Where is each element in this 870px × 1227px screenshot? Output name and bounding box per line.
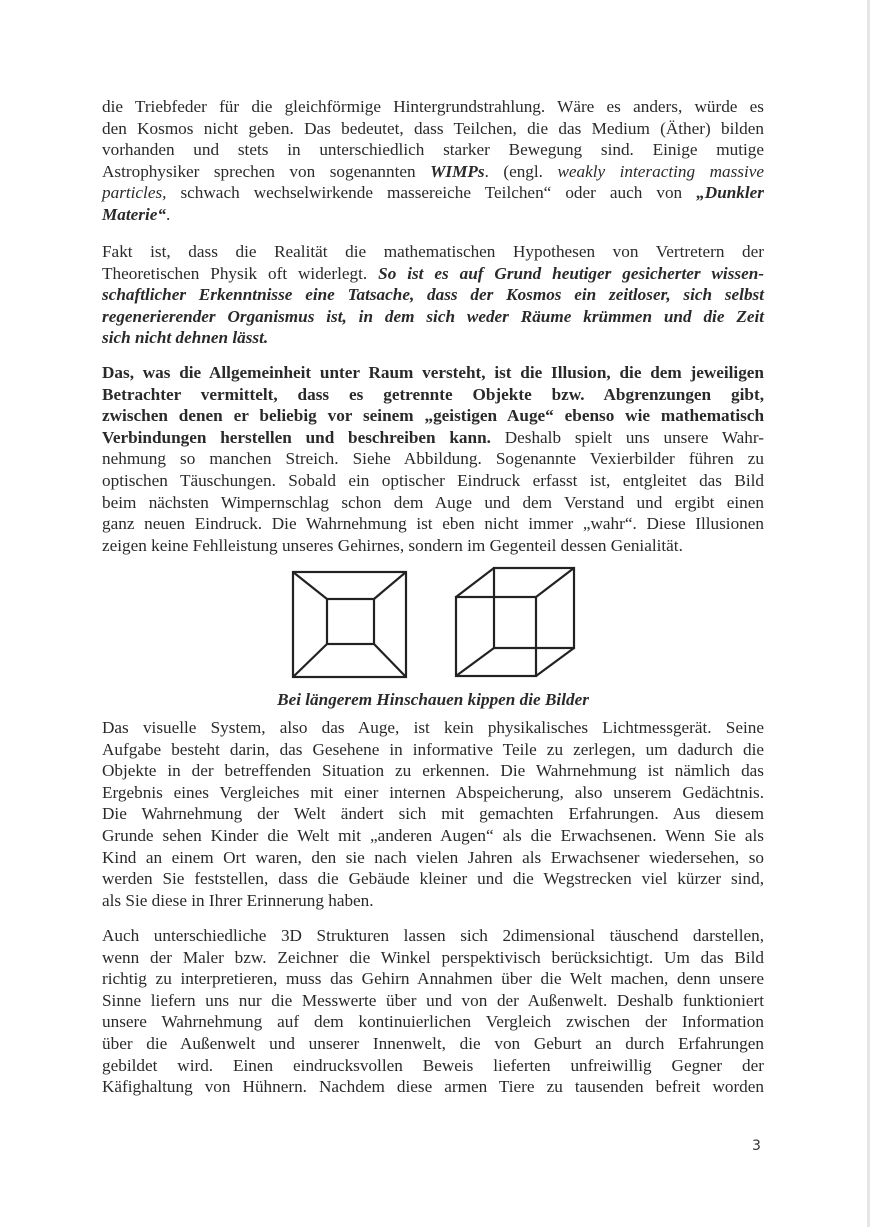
text-run: Die Wahrnehmung der Welt ändert sich mit gemachten Erfahrungen. Aus diesem — [102, 804, 764, 824]
emphasized-text: particles, — [102, 183, 167, 203]
text-line — [102, 825, 764, 847]
text-run: die Triebfeder für die gleichförmige Hintergrundstrahlung. Wäre es anders, würde es — [102, 97, 764, 116]
emphasized-text: Materie“ — [102, 204, 166, 224]
emphasized-text: zwischen denen er beliebig vor seinem „geistigen Auge“ ebenso wie mathematisch — [102, 406, 764, 426]
tunnel-edge-br — [374, 644, 406, 677]
text-run: ganz neuen Eindruck. Die Wahrnehmung ist eben nicht immer „wahr“. Diese Illusionen — [102, 514, 764, 534]
cube-back-face — [494, 568, 574, 648]
text-run: Theoretischen Physik oft widerlegt. — [102, 263, 379, 283]
emphasized-text: weakly interacting massive — [557, 161, 764, 181]
text-run: werden Sie feststellen, dass die Gebäude kleiner und die Wegstrecken viel kürzer sind, — [102, 869, 764, 889]
text-run: Das visuelle System, also das Auge, ist kein physikalisches Lichtmessgerät. Seine — [102, 718, 764, 737]
text-run: vorhanden und stets in unterschiedlich starker Bewegung sind. Einige mutige — [102, 140, 764, 160]
text-line — [102, 968, 764, 990]
text-run: wenn der Maler bzw. Zeichner die Winkel perspektivisch berücksichtigt. Um das Bild — [102, 947, 764, 967]
text-line — [102, 1033, 764, 1055]
text-run: optischen Täuschungen. Sobald ein optischer Eindruck erfasst ist, entgleitet das Bild — [102, 470, 764, 490]
text-run: Auch unterschiedliche 3D Strukturen lassen sich 2dimensional täuschend darstellen, — [102, 926, 764, 945]
emphasized-text: Betrachter vermittelt, dass es getrennte Objekte bzw. Abgrenzungen gibt, — [102, 384, 764, 404]
text-line — [102, 990, 764, 1012]
text-run: beim nächsten Wimpernschlag schon dem Auge und dem Verstand und ergibt einen — [102, 492, 764, 512]
cube-edge-bl — [456, 648, 494, 676]
text-run: Fakt ist, dass die Realität die mathematischen Hypothesen von Vertretern der — [102, 242, 764, 261]
text-run: Kind an einem Ort waren, den sie nach vielen Jahren als Erwachsener wiedersehen, so — [102, 847, 764, 867]
text-run: Sinne liefern uns nur die Messwerte über und von der Außenwelt. Deshalb funktioniert — [102, 990, 764, 1010]
text-run: . — [165, 204, 171, 224]
emphasized-text: schaftlicher Erkenntnisse eine Tatsache, dass der Kosmos ein zeitloser, sich selbst — [102, 285, 764, 305]
text-run: Ergebnis eines Vergleiches mit einer internen Abspeicherung, also unserem Gedächtnis. — [102, 782, 764, 802]
emphasized-text: So ist es auf Grund heutiger gesicherter wissen- — [378, 263, 765, 283]
text-line — [102, 947, 764, 969]
square-tunnel-illusion — [293, 572, 406, 677]
tunnel-edge-tl — [293, 572, 327, 599]
emphasized-text: sich nicht dehnen lässt. — [102, 328, 269, 348]
text-run: Grunde sehen Kinder die Welt mit „anderen Augen“ als die Erwachsenen. Wenn Sie als — [102, 825, 764, 845]
emphasized-text: WIMPs — [430, 161, 485, 181]
text-run: als Sie diese in Ihrer Erinnerung haben. — [102, 890, 374, 910]
text-line — [102, 782, 764, 804]
text-run: gebildet wird. Einen eindrucksvollen Beweis lieferten unfreiwillig Gegner der — [102, 1055, 764, 1075]
text-run: schwach wechselwirkende massereiche Teilchen“ oder auch von — [166, 183, 697, 203]
text-run: Astrophysiker sprechen von sogenannten — [102, 161, 431, 181]
cube-edge-tl — [456, 568, 494, 597]
page-number: 3 — [752, 1138, 761, 1154]
emphasized-text: „Dunkler — [696, 183, 764, 203]
text-run: den Kosmos nicht geben. Das bedeutet, dass Teilchen, die das Medium (Äther) bilden — [102, 118, 764, 138]
text-line — [102, 1076, 764, 1098]
text-line — [102, 803, 764, 825]
text-run: richtig zu interpretieren, muss das Gehirn Annahmen über die Welt machen, denn unsere — [102, 969, 764, 989]
text-line — [102, 868, 764, 890]
figure-caption: Bei längerem Hinschauen kippen die Bilder — [277, 690, 589, 709]
text-line — [102, 760, 764, 782]
emphasized-text: Verbindungen herstellen und beschreiben kann. — [102, 427, 491, 447]
text-run: Objekte in der betreffenden Situation zu erkennen. Die Wahrnehmung ist nämlich das — [102, 761, 764, 781]
text-line — [102, 890, 764, 912]
text-line — [102, 739, 764, 761]
paragraph-3d-structures — [102, 925, 764, 1098]
necker-cube-illusion — [456, 568, 574, 676]
emphasized-text: regenerierender Organismus ist, in dem sich weder Räume krümmen und die Zeit — [102, 306, 764, 326]
text-line — [102, 925, 764, 947]
text-line — [102, 847, 764, 869]
text-line — [102, 1011, 764, 1033]
cube-edge-br — [536, 648, 574, 676]
text-run: zeigen keine Fehlleistung unseres Gehirnes, sondern im Gegenteil dessen Genialität. — [102, 535, 683, 555]
text-run: über die Außenwelt und unserer Innenwelt, die von Geburt an durch Erfahrungen — [102, 1033, 764, 1053]
emphasized-text: Das, was die Allgemeinheit unter Raum versteht, ist die Illusion, die dem jeweiligen — [102, 363, 764, 382]
text-run: Käfighaltung von Hühnern. Nachdem diese armen Tiere zu tausenden befreit worden — [102, 1077, 764, 1097]
cube-front-face — [456, 597, 536, 676]
text-line — [102, 1055, 764, 1077]
text-line — [102, 717, 764, 739]
text-run: unsere Wahrnehmung auf dem kontinuierlichen Vergleich zwischen der Information — [102, 1012, 764, 1032]
cube-edge-tr — [536, 568, 574, 597]
tunnel-edge-bl — [293, 644, 327, 677]
text-run: Deshalb spielt uns unsere Wahr- — [490, 427, 764, 447]
tunnel-edge-tr — [374, 572, 406, 599]
tunnel-inner-square — [327, 599, 374, 644]
paragraph-visual-system — [102, 717, 764, 911]
text-run: . (engl. — [484, 161, 558, 181]
text-run: nehmung so manchen Streich. Siehe Abbildung. Sogenannte Vexierbilder führen zu — [102, 449, 764, 469]
text-run: Aufgabe besteht darin, das Gesehene in informative Teile zu zerlegen, um dadurch die — [102, 739, 764, 759]
